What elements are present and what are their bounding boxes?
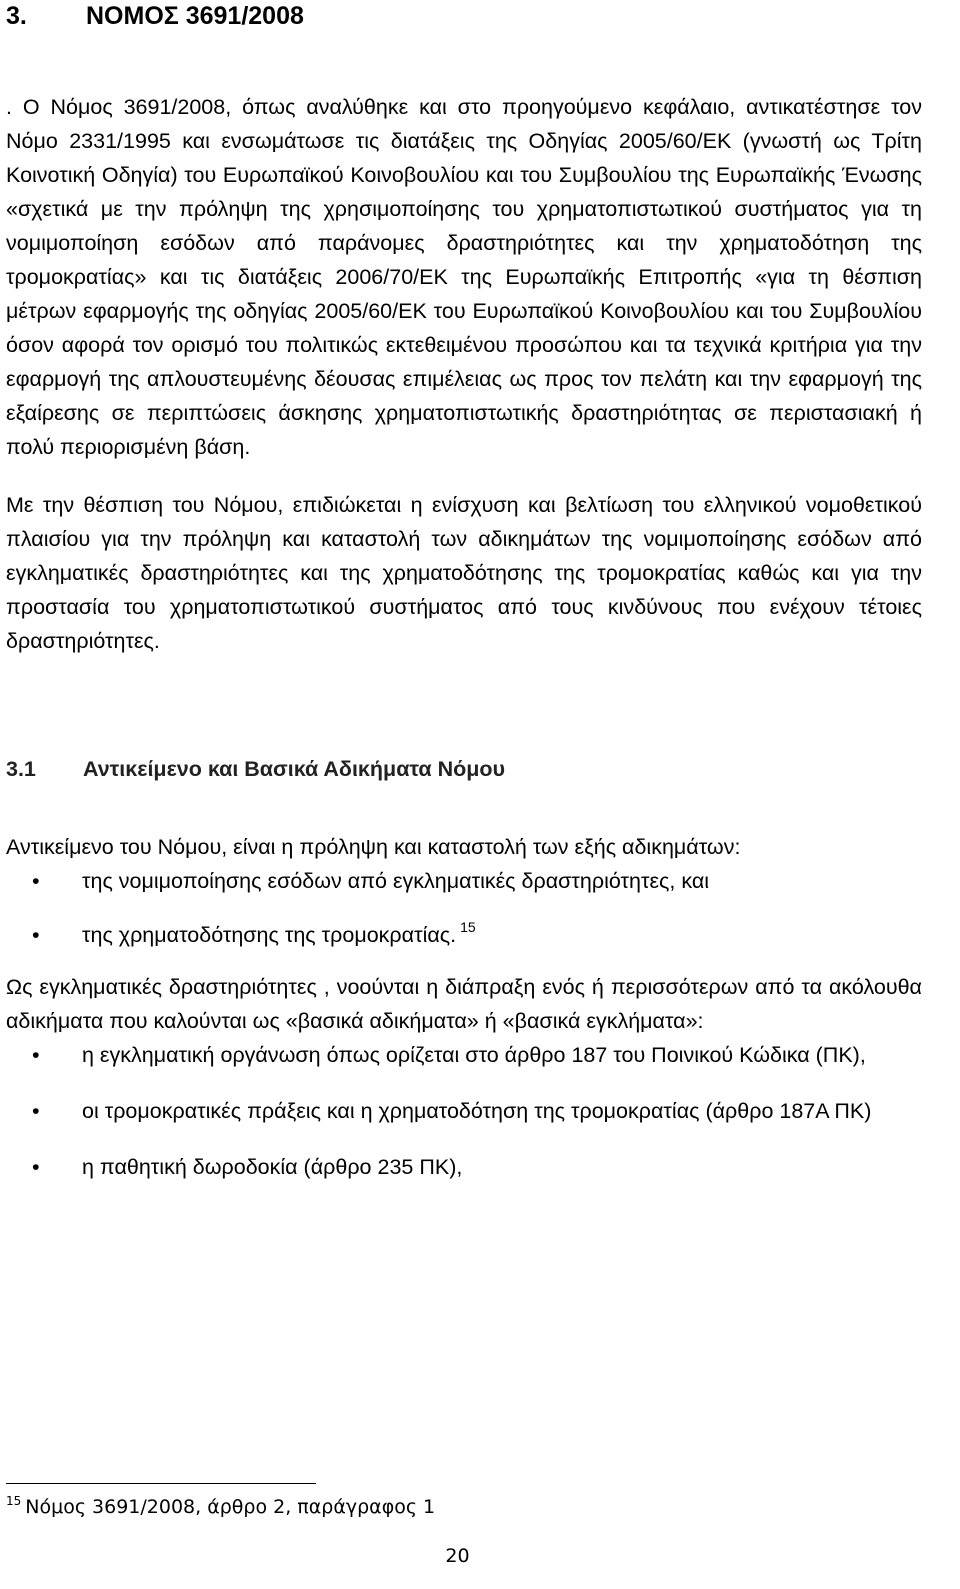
- section-heading: [6, 0, 922, 32]
- list-item: [6, 1094, 922, 1128]
- section-number: 3.: [6, 2, 27, 30]
- bullet-icon: •: [32, 923, 40, 947]
- subsection-title: Αντικείμενο και Βασικά Αδικήματα Νόμου: [83, 757, 506, 781]
- bullet-icon: •: [32, 1043, 40, 1067]
- bullet-icon: •: [32, 869, 40, 893]
- list-item: [6, 1150, 922, 1184]
- list-item-text: της χρηματοδότησης της τρομοκρατίας.: [82, 923, 457, 947]
- predicate-offences-list: [6, 1038, 922, 1184]
- list-item-text: της νομιμοποίησης εσόδων από εγκληματικές δραστηριότητες, και: [82, 869, 710, 893]
- section-title: ΝΟΜΟΣ 3691/2008: [86, 2, 304, 30]
- subject-paragraph: Αντικείμενο του Νόμου, είναι η πρόληψη και καταστολή των εξής αδικημάτων:: [6, 835, 741, 859]
- criminal-activities-paragraph: Ως εγκληματικές δραστηριότητες , νοούνται η διάπραξη ενός ή περισσότερων από τα ακόλουθα αδικήματα που καλούνται ως «βασικά αδικήματα» ή «βασικά εγκλήματα»:: [6, 975, 922, 1033]
- list-item: [6, 864, 922, 898]
- footnote-number: 15: [6, 1494, 22, 1508]
- footnote-reference[interactable]: 15: [460, 919, 476, 935]
- page-number: 20: [445, 1545, 470, 1567]
- offences-list: [6, 864, 922, 952]
- footnote: [6, 1494, 435, 1520]
- list-item-text: οι τρομοκρατικές πράξεις και η χρηματοδότηση της τρομοκρατίας (άρθρο 187Α ΠΚ): [82, 1099, 872, 1123]
- list-item-text: η εγκληματική οργάνωση όπως ορίζεται στο άρθρο 187 του Ποινικού Κώδικα (ΠΚ),: [82, 1043, 866, 1067]
- footnote-text: Νόμος 3691/2008, άρθρο 2, παράγραφος 1: [25, 1496, 436, 1518]
- bullet-icon: •: [32, 1099, 40, 1123]
- bullet-icon: •: [32, 1155, 40, 1179]
- objective-paragraph: Με την θέσπιση του Νόμου, επιδιώκεται η ενίσχυση και βελτίωση του ελληνικού νομοθετικού πλαισίου για την πρόληψη και καταστολή των αδικημάτων της νομιμοποίησης εσόδων από εγκληματικές δραστηριότητες και της χρηματοδότησης της τρομοκρατίας καθώς και για την προστασία του χρηματοπιστωτικού συστήματος από τους κινδύνους που ενέχουν τέτοιες δραστηριότητες.: [6, 493, 922, 653]
- list-item-text: η παθητική δωροδοκία (άρθρο 235 ΠΚ),: [82, 1155, 463, 1179]
- subsection-heading: [6, 754, 922, 784]
- list-item: [6, 918, 922, 952]
- subsection-number: 3.1: [6, 757, 36, 781]
- list-item: [6, 1038, 922, 1072]
- footnote-divider: [6, 1483, 316, 1484]
- intro-paragraph: . Ο Νόμος 3691/2008, όπως αναλύθηκε και στο προηγούμενο κεφάλαιο, αντικατέστησε τον Νόμο 2331/1995 και ενσωμάτωσε τις διατάξεις της Οδηγίας 2005/60/ΕΚ (γνωστή ως Τρίτη Κοινοτική Οδηγία) του Ευρωπαϊκού Κοινοβουλίου και του Συμβουλίου της Ευρωπαϊκής Ένωσης «σχετικά με την πρόληψη της χρησιμοποίησης του χρηματοπιστωτικού συστήματος για τη νομιμοποίηση εσόδων από παράνομες δραστηριότητες και την χρηματοδότηση της τρομοκρατίας» και τις διατάξεις 2006/70/ΕΚ της Ευρωπαϊκής Επιτροπής «για τη θέσπιση μέτρων εφαρμογής της οδηγίας 2005/60/ΕΚ του Ευρωπαϊκού Κοινοβουλίου και του Συμβουλίου όσον αφορά τον ορισμό του πολιτικώς εκτεθειμένου προσώπου και τα τεχνικά κριτήρια για την εφαρμογή της απλουστευμένης δέουσας επιμέλειας ως προς τον πελάτη και την εφαρμογή της εξαίρεσης σε περιπτώσεις άσκησης χρηματοπιστωτικής δραστηριότητας σε περιστασιακή ή πολύ περιορισμένη βάση.: [6, 95, 922, 459]
